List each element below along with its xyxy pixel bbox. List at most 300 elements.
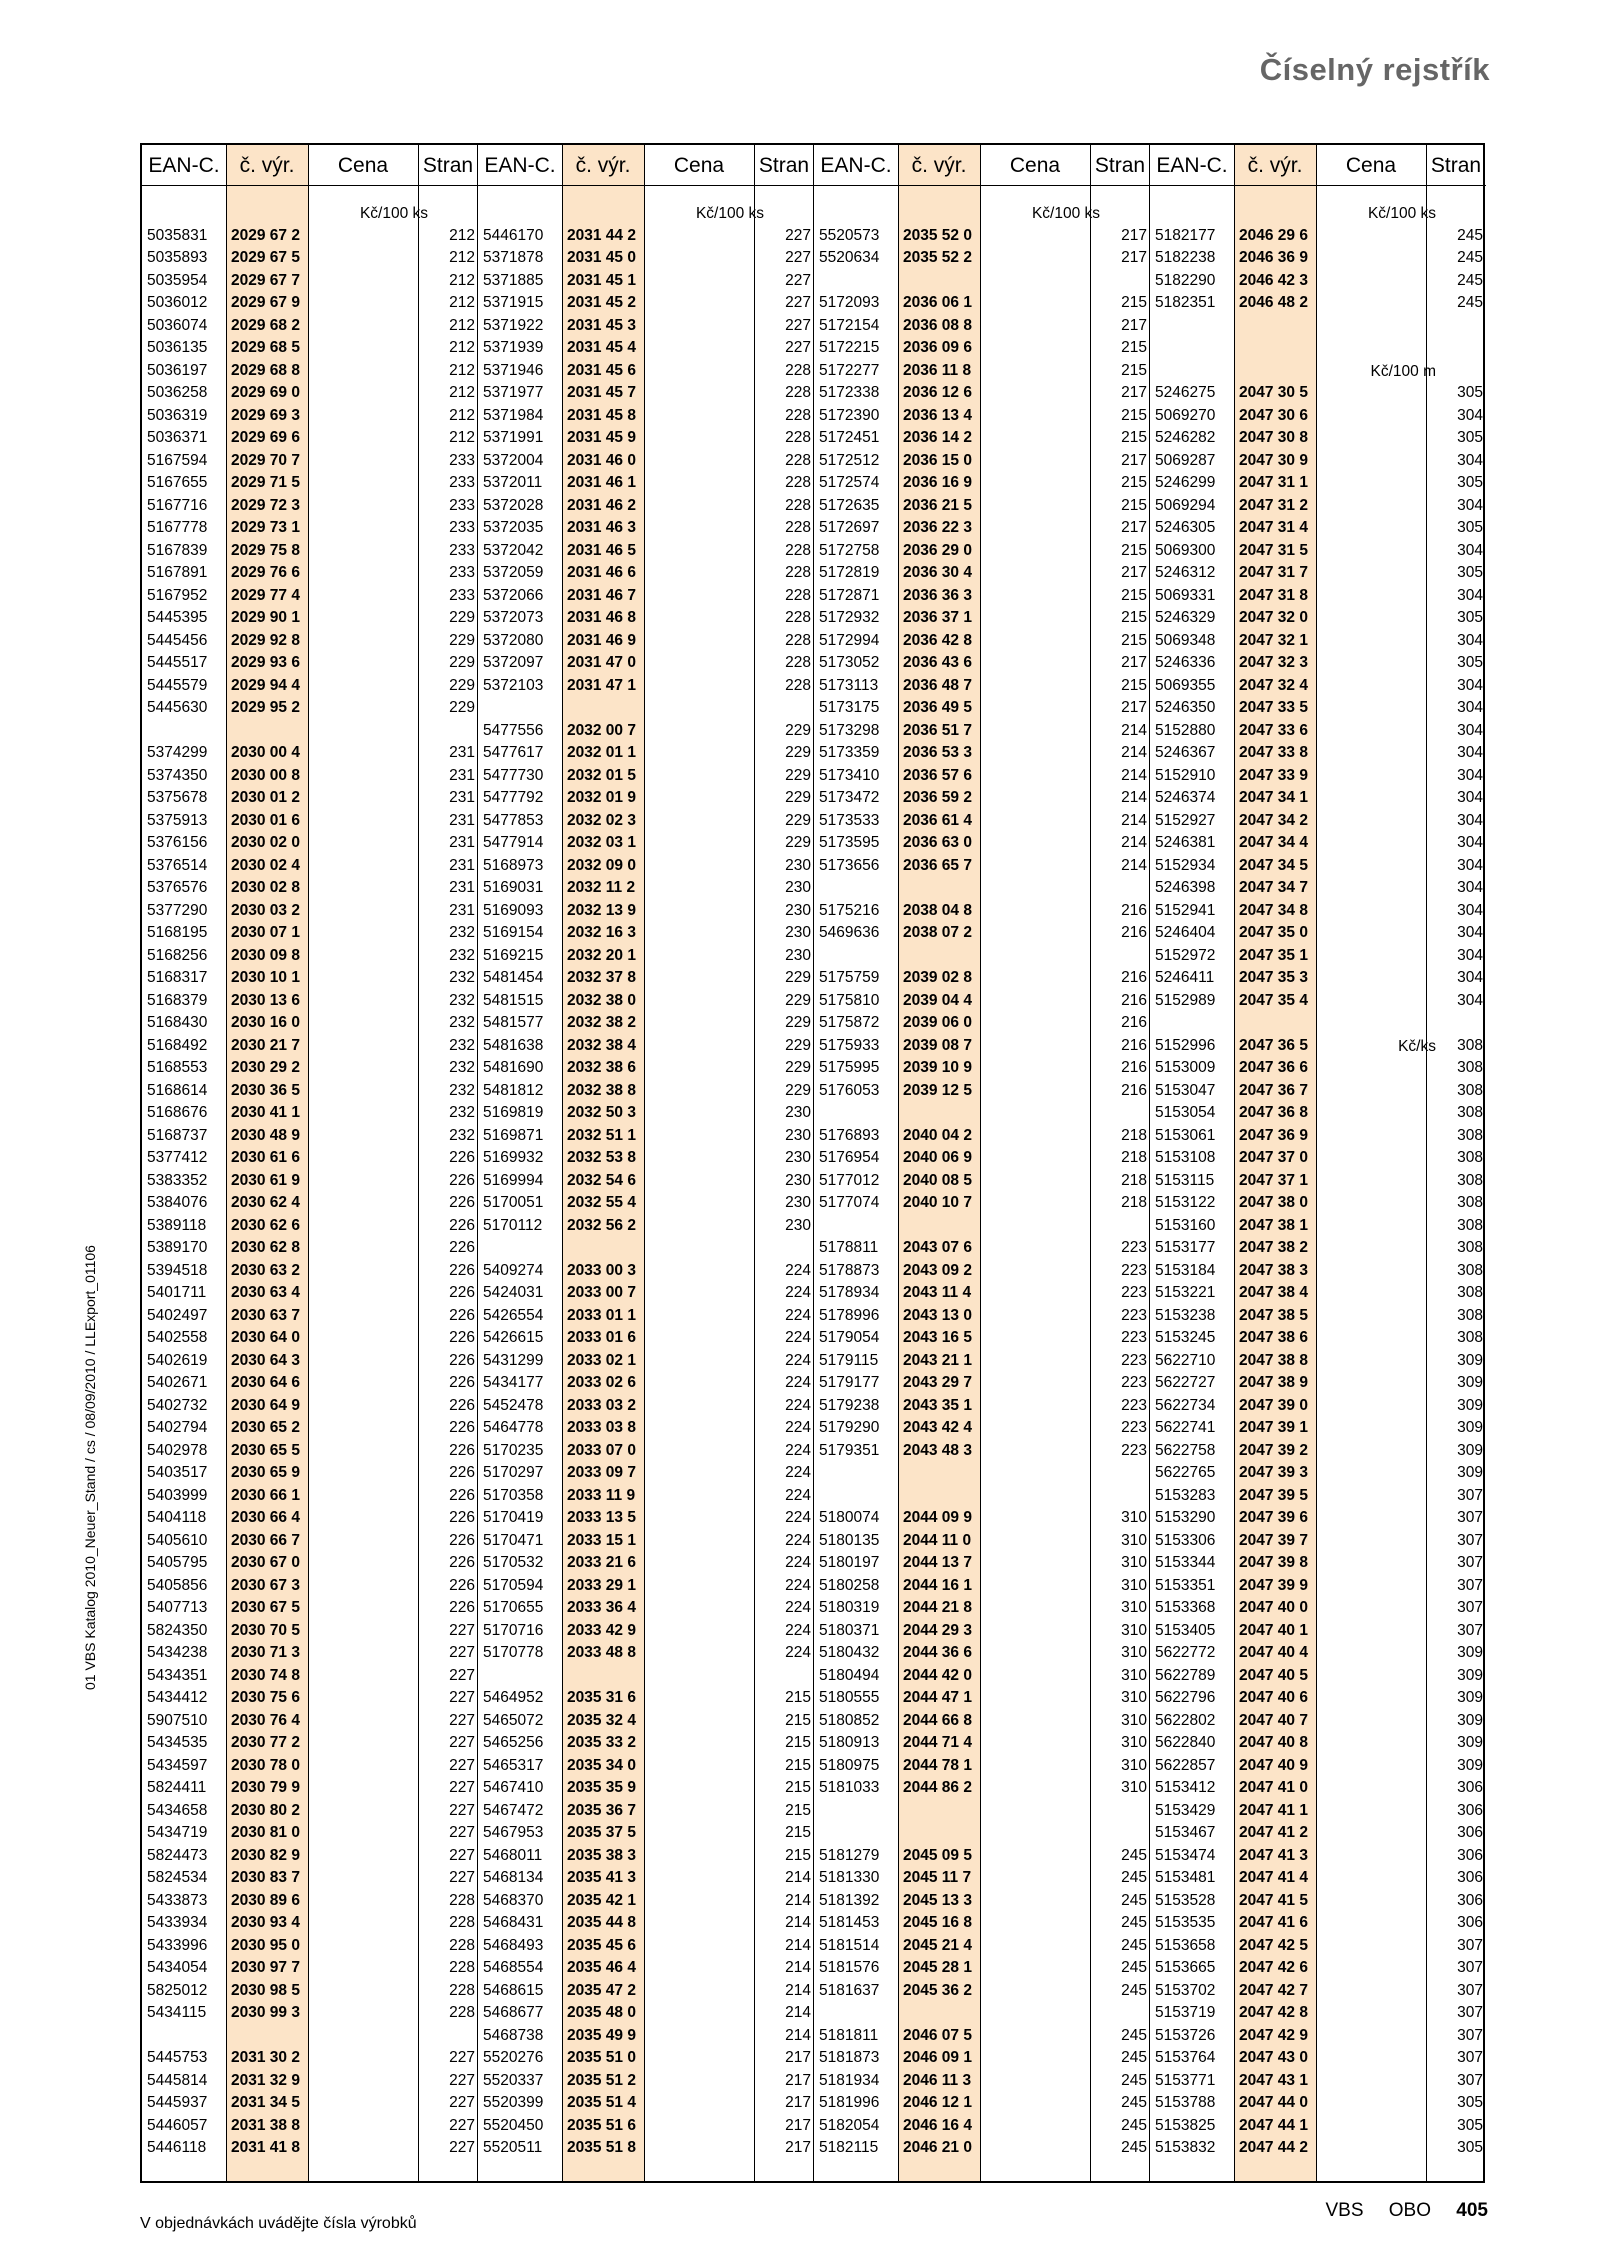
table-row: [1150, 562, 1486, 585]
article-number-cell: 2036 51 7: [903, 721, 972, 739]
article-number-cell: 2029 94 4: [231, 676, 300, 694]
ean-cell: 5182290: [1155, 271, 1216, 289]
page-cell: 224: [785, 1306, 811, 1324]
ean-cell: 5167594: [147, 451, 208, 469]
ean-cell: 5407713: [147, 1599, 208, 1616]
article-number-cell: 2047 38 4: [1239, 1284, 1308, 1301]
article-number-cell: 2029 75 8: [231, 541, 300, 559]
table-row: [478, 922, 814, 945]
page-cell: 306: [1457, 1869, 1483, 1886]
article-number-cell: 2031 46 8: [567, 609, 636, 626]
table-row: [814, 1170, 1150, 1193]
page-cell: 231: [449, 901, 475, 919]
ean-cell: 5372097: [483, 654, 544, 671]
table-row: [814, 1395, 1150, 1418]
article-number-cell: 2047 34 1: [1239, 789, 1308, 806]
ean-cell: 5180555: [819, 1689, 880, 1706]
ean-cell: 5371984: [483, 406, 544, 424]
table-row: [142, 652, 478, 675]
column-group-1: [142, 145, 478, 2181]
page-cell: 245: [1121, 1891, 1147, 1909]
article-number-cell: 2043 35 1: [903, 1396, 972, 1414]
table-row: [142, 540, 478, 563]
table-row: [142, 1080, 478, 1103]
ean-cell: 5372011: [483, 474, 543, 491]
table-row: [1150, 742, 1486, 765]
table-row: [1150, 585, 1486, 608]
table-row: [1150, 1642, 1486, 1665]
article-number-cell: 2033 09 7: [567, 1464, 636, 1481]
page-cell: 245: [1121, 2071, 1147, 2089]
page-cell: 245: [1121, 2116, 1147, 2134]
article-number-cell: 2046 21 0: [903, 2139, 972, 2156]
table-row: [478, 1575, 814, 1598]
page-cell: 215: [785, 1779, 811, 1796]
article-number-cell: 2047 41 4: [1239, 1869, 1308, 1886]
page-cell: 245: [1121, 1959, 1147, 1976]
page-cell: 304: [1457, 901, 1483, 919]
page-cell: 308: [1457, 1284, 1483, 1301]
article-number-cell: 2031 45 1: [567, 271, 636, 289]
ean-cell: 5622765: [1155, 1464, 1216, 1481]
article-number-cell: 2029 90 1: [231, 609, 300, 626]
page-cell: 224: [785, 1621, 811, 1639]
article-number-cell: 2046 48 2: [1239, 294, 1308, 311]
page-cell: 223: [1121, 1374, 1147, 1391]
page-cell: 231: [449, 766, 475, 784]
article-number-cell: 2030 67 3: [231, 1576, 300, 1594]
page-cell: 223: [1121, 1306, 1147, 1324]
table-row: [814, 1957, 1150, 1980]
page-cell: 305: [1457, 429, 1483, 446]
table-row: [478, 1327, 814, 1350]
article-number-cell: 2036 11 8: [903, 361, 972, 379]
article-number-cell: 2047 36 8: [1239, 1104, 1308, 1121]
table-row: [1150, 945, 1486, 968]
page-cell: 232: [449, 1014, 475, 1031]
ean-cell: 5169215: [483, 946, 544, 964]
ean-cell: 5167778: [147, 519, 208, 536]
article-number-cell: 2047 30 9: [1239, 451, 1308, 469]
table-row: [142, 1777, 478, 1800]
ean-cell: 5445937: [147, 2094, 208, 2111]
article-number-cell: 2030 62 6: [231, 1216, 300, 1234]
table-row: [478, 1980, 814, 2003]
page-cell: 305: [1457, 564, 1483, 581]
article-number-cell: 2047 30 8: [1239, 429, 1308, 446]
page-cell: 229: [785, 969, 811, 986]
article-number-cell: 2047 31 8: [1239, 586, 1308, 604]
page-cell: 232: [449, 1081, 475, 1099]
ean-cell: 5434054: [147, 1959, 208, 1976]
table-row: [478, 1080, 814, 1103]
ean-cell: 5467410: [483, 1779, 544, 1796]
table-row: [1150, 1417, 1486, 1440]
article-number-cell: 2039 04 4: [903, 991, 972, 1009]
ean-cell: 5434177: [483, 1374, 544, 1391]
ean-cell: 5153122: [1155, 1194, 1216, 1211]
article-number-cell: 2046 16 4: [903, 2116, 972, 2134]
ean-cell: 5173472: [819, 789, 880, 806]
ean-cell: 5452478: [483, 1396, 544, 1414]
article-number-cell: 2030 66 4: [231, 1509, 300, 1526]
table-row: [478, 1057, 814, 1080]
article-number-cell: 2030 62 8: [231, 1239, 300, 1256]
table-row: [1150, 607, 1486, 630]
page-cell: 304: [1457, 631, 1483, 649]
table-row: [1150, 1170, 1486, 1193]
ean-cell: 5175995: [819, 1059, 880, 1076]
article-number-cell: 2029 67 5: [231, 249, 300, 266]
article-number-cell: 2047 38 5: [1239, 1306, 1308, 1324]
article-number-cell: 2031 44 2: [567, 226, 636, 244]
ean-cell: 5173533: [819, 811, 880, 829]
ean-cell: 5170655: [483, 1599, 544, 1616]
ean-cell: 5168379: [147, 991, 208, 1009]
table-row: [1150, 2002, 1486, 2025]
page-cell: 228: [785, 586, 811, 604]
article-number-cell: 2031 46 1: [567, 474, 636, 491]
ean-cell: 5824534: [147, 1869, 208, 1886]
page-cell: 305: [1457, 2139, 1483, 2156]
table-row: [142, 1552, 478, 1575]
page-cell: 226: [449, 1396, 475, 1414]
header-article-number: č. výr.: [239, 154, 295, 177]
ean-cell: 5372042: [483, 541, 544, 559]
article-number-cell: 2032 02 3: [567, 811, 636, 829]
table-row: [814, 832, 1150, 855]
ean-cell: 5405795: [147, 1554, 208, 1571]
table-row: [1150, 1440, 1486, 1463]
page-cell: 304: [1457, 586, 1483, 604]
article-number-cell: 2032 20 1: [567, 946, 636, 964]
ean-cell: 5424031: [483, 1284, 544, 1301]
page-cell: 245: [1457, 271, 1483, 289]
article-number-cell: 2047 41 1: [1239, 1801, 1308, 1819]
table-row: [142, 405, 478, 428]
table-row: [142, 967, 478, 990]
article-number-cell: 2029 70 7: [231, 451, 300, 469]
page-cell: 226: [449, 1329, 475, 1346]
page-cell: 215: [1121, 609, 1147, 626]
article-number-cell: 2035 41 3: [567, 1869, 636, 1886]
price-unit-label: Kč/ks: [1398, 1037, 1436, 1055]
table-row: [1150, 990, 1486, 1013]
ean-cell: 5167891: [147, 564, 208, 581]
ean-cell: 5246275: [1155, 384, 1216, 401]
table-row: [142, 900, 478, 923]
table-row: [1150, 472, 1486, 495]
page-cell: 212: [449, 384, 475, 401]
ean-cell: 5153467: [1155, 1824, 1216, 1841]
table-row: [142, 585, 478, 608]
table-row: [142, 1980, 478, 2003]
ean-cell: 5371885: [483, 271, 544, 289]
page-cell: 232: [449, 1104, 475, 1121]
table-row: [1150, 1732, 1486, 1755]
article-number-cell: 2047 32 4: [1239, 676, 1308, 694]
page-cell: 229: [449, 654, 475, 671]
page-cell: 228: [785, 564, 811, 581]
table-row: [814, 225, 1150, 248]
ean-cell: 5180371: [819, 1621, 880, 1639]
page-cell: 230: [785, 1126, 811, 1144]
table-row: [814, 652, 1150, 675]
table-row: [478, 1417, 814, 1440]
table-row: [1150, 1845, 1486, 1868]
article-number-cell: 2030 74 8: [231, 1666, 300, 1684]
page-cell: 309: [1457, 1396, 1483, 1414]
ean-cell: 5246312: [1155, 564, 1216, 581]
page-cell: 224: [785, 1554, 811, 1571]
page-cell: 304: [1457, 834, 1483, 851]
ean-cell: 5907510: [147, 1711, 208, 1729]
page-cell: 214: [1121, 811, 1147, 829]
page-cell: 215: [1121, 429, 1147, 446]
article-number-cell: 2035 42 1: [567, 1891, 636, 1909]
article-number-cell: 2043 07 6: [903, 1239, 972, 1256]
table-row: [478, 1102, 814, 1125]
article-number-cell: 2039 10 9: [903, 1059, 972, 1076]
page-cell: 304: [1457, 946, 1483, 964]
table-row: [142, 1372, 478, 1395]
page-cell: 217: [785, 2049, 811, 2066]
page-cell: 227: [449, 1666, 475, 1684]
ean-cell: 5167716: [147, 496, 208, 514]
table-row: [814, 1867, 1150, 1890]
page-cell: 305: [1457, 474, 1483, 491]
article-number-cell: 2046 09 1: [903, 2049, 972, 2066]
article-number-cell: 2035 31 6: [567, 1689, 636, 1706]
ean-cell: 5477914: [483, 834, 544, 851]
page-cell: 212: [449, 361, 475, 379]
ean-cell: 5175872: [819, 1014, 880, 1031]
article-number-cell: 2036 15 0: [903, 451, 972, 469]
page-cell: 223: [1121, 1329, 1147, 1346]
page-cell: 304: [1457, 406, 1483, 424]
table-row: [814, 1327, 1150, 1350]
article-number-cell: 2030 10 1: [231, 969, 300, 986]
ean-cell: 5622734: [1155, 1396, 1216, 1414]
table-row: [478, 1035, 814, 1058]
page-cell: 228: [785, 541, 811, 559]
page-cell: 214: [1121, 856, 1147, 874]
article-number-cell: 2047 33 6: [1239, 721, 1308, 739]
ean-cell: 5405856: [147, 1576, 208, 1594]
page-cell: 233: [449, 586, 475, 604]
ean-cell: 5168317: [147, 969, 208, 986]
ean-cell: 5173359: [819, 744, 880, 761]
ean-cell: 5153702: [1155, 1981, 1216, 1999]
table-row: [814, 1057, 1150, 1080]
ean-cell: 5180913: [819, 1734, 880, 1751]
article-number-cell: 2036 09 6: [903, 339, 972, 356]
table-row: [1150, 1395, 1486, 1418]
article-number-cell: 2030 99 3: [231, 2004, 300, 2021]
page-cell: 232: [449, 969, 475, 986]
article-number-cell: 2044 47 1: [903, 1689, 972, 1706]
article-number-cell: 2032 38 8: [567, 1081, 636, 1099]
page-cell: 310: [1121, 1644, 1147, 1661]
article-number-cell: 2030 82 9: [231, 1846, 300, 1864]
table-row: [142, 1485, 478, 1508]
ean-cell: 5153412: [1155, 1779, 1216, 1796]
table-row: [814, 1642, 1150, 1665]
ean-cell: 5446118: [147, 2139, 207, 2156]
footer-brand-vbs: VBS: [1325, 2200, 1364, 2221]
table-row: [478, 832, 814, 855]
table-row: [478, 990, 814, 1013]
table-row: [814, 2047, 1150, 2070]
article-number-cell: 2035 49 9: [567, 2026, 636, 2044]
ean-cell: 5246367: [1155, 744, 1216, 761]
page-cell: 245: [1121, 1936, 1147, 1954]
table-row: [814, 1282, 1150, 1305]
article-number-cell: 2047 41 2: [1239, 1824, 1308, 1841]
page-cell: 229: [785, 991, 811, 1009]
page-cell: 227: [785, 339, 811, 356]
article-number-cell: 2033 07 0: [567, 1441, 636, 1459]
article-number-cell: 2030 07 1: [231, 924, 300, 941]
page-cell: 228: [785, 384, 811, 401]
ean-cell: 5169031: [483, 879, 544, 896]
article-number-cell: 2029 76 6: [231, 564, 300, 581]
table-row: [142, 1327, 478, 1350]
article-number-cell: 2030 81 0: [231, 1824, 300, 1841]
article-number-cell: 2030 89 6: [231, 1891, 300, 1909]
page-cell: 217: [1121, 519, 1147, 536]
table-row: [1150, 1035, 1486, 1058]
ean-cell: 5069294: [1155, 496, 1216, 514]
table-row: [1150, 1620, 1486, 1643]
page-cell: 308: [1457, 1126, 1483, 1144]
ean-cell: 5468431: [483, 1914, 544, 1931]
ean-cell: 5181514: [819, 1936, 880, 1954]
page-cell: 215: [785, 1689, 811, 1706]
page-cell: 227: [449, 1711, 475, 1729]
ean-cell: 5520276: [483, 2049, 544, 2066]
article-number-cell: 2035 33 2: [567, 1734, 636, 1751]
article-number-cell: 2047 33 8: [1239, 744, 1308, 761]
ean-cell: 5371991: [483, 429, 544, 446]
page-cell: 309: [1457, 1689, 1483, 1706]
ean-cell: 5172154: [819, 316, 880, 334]
article-number-cell: 2030 02 4: [231, 856, 300, 874]
ean-cell: 5825012: [147, 1981, 208, 1999]
page-cell: 232: [449, 924, 475, 941]
catalog-index-table: [140, 143, 1485, 2183]
table-row: [814, 810, 1150, 833]
table-row: [814, 1777, 1150, 1800]
ean-cell: 5468370: [483, 1891, 544, 1909]
ean-cell: 5169871: [483, 1126, 544, 1144]
article-number-cell: 2030 29 2: [231, 1059, 300, 1076]
page-cell: 228: [785, 631, 811, 649]
ean-cell: 5036012: [147, 294, 208, 311]
ean-cell: 5405610: [147, 1531, 208, 1549]
page-cell: 215: [1121, 586, 1147, 604]
table-row: [478, 1147, 814, 1170]
table-row: [1150, 1552, 1486, 1575]
article-number-cell: 2047 44 2: [1239, 2139, 1308, 2156]
ean-cell: 5434535: [147, 1734, 208, 1751]
table-row: [142, 1597, 478, 1620]
header-price: Cena: [1009, 154, 1061, 177]
table-row: [814, 990, 1150, 1013]
ean-cell: 5180074: [819, 1509, 880, 1526]
page-cell: 215: [1121, 474, 1147, 491]
page-cell: 224: [785, 1441, 811, 1459]
table-row: [1150, 1597, 1486, 1620]
table-row: [814, 1350, 1150, 1373]
article-number-cell: 2044 42 0: [903, 1666, 972, 1684]
ean-cell: 5481812: [483, 1081, 544, 1099]
table-row: [1150, 675, 1486, 698]
page-cell: 304: [1457, 879, 1483, 896]
table-row: [142, 1687, 478, 1710]
article-number-cell: 2029 68 2: [231, 316, 300, 334]
table-row: [478, 1350, 814, 1373]
page-cell: 217: [1121, 316, 1147, 334]
column-header-row: [478, 145, 814, 186]
ean-cell: 5069270: [1155, 406, 1216, 424]
column-group-4: [1150, 145, 1486, 2181]
ean-cell: 5170235: [483, 1441, 544, 1459]
table-row: [142, 697, 478, 720]
table-row: [1150, 1575, 1486, 1598]
article-number-cell: 2035 51 2: [567, 2071, 636, 2089]
page-cell: 230: [785, 1171, 811, 1189]
article-number-cell: 2047 39 2: [1239, 1441, 1308, 1459]
page-cell: 307: [1457, 2026, 1483, 2044]
page-cell: 217: [785, 2071, 811, 2089]
article-number-cell: 2047 43 0: [1239, 2049, 1308, 2066]
table-row: [1150, 765, 1486, 788]
ean-cell: 5434412: [147, 1689, 208, 1706]
page-cell: 226: [449, 1306, 475, 1324]
table-row: [1150, 832, 1486, 855]
ean-cell: 5168430: [147, 1014, 208, 1031]
ean-cell: 5035893: [147, 249, 208, 266]
ean-cell: 5180494: [819, 1666, 880, 1684]
ean-cell: 5182351: [1155, 294, 1216, 311]
article-number-cell: 2047 40 6: [1239, 1689, 1308, 1706]
table-row: [142, 1102, 478, 1125]
ean-cell: 5181934: [819, 2071, 880, 2089]
page-cell: 226: [449, 1599, 475, 1616]
ean-cell: 5468493: [483, 1936, 544, 1954]
page-cell: 224: [785, 1261, 811, 1279]
table-row: [1150, 877, 1486, 900]
table-row: [142, 1462, 478, 1485]
page-cell: 215: [785, 1756, 811, 1774]
ean-cell: 5481690: [483, 1059, 544, 1076]
table-row: [814, 1980, 1150, 2003]
ean-cell: 5403517: [147, 1464, 208, 1481]
page-cell: 229: [449, 699, 475, 716]
ean-cell: 5402671: [147, 1374, 208, 1391]
ean-cell: 5152996: [1155, 1036, 1216, 1054]
ean-cell: 5372073: [483, 609, 544, 626]
table-row: [142, 1912, 478, 1935]
article-number-cell: 2031 45 6: [567, 361, 636, 379]
page-cell: 226: [449, 1261, 475, 1279]
page-cell: 307: [1457, 1936, 1483, 1954]
article-number-cell: 2038 04 8: [903, 901, 972, 919]
article-number-cell: 2047 32 3: [1239, 654, 1308, 671]
ean-cell: 5371946: [483, 361, 544, 379]
page-cell: 245: [1121, 2094, 1147, 2111]
